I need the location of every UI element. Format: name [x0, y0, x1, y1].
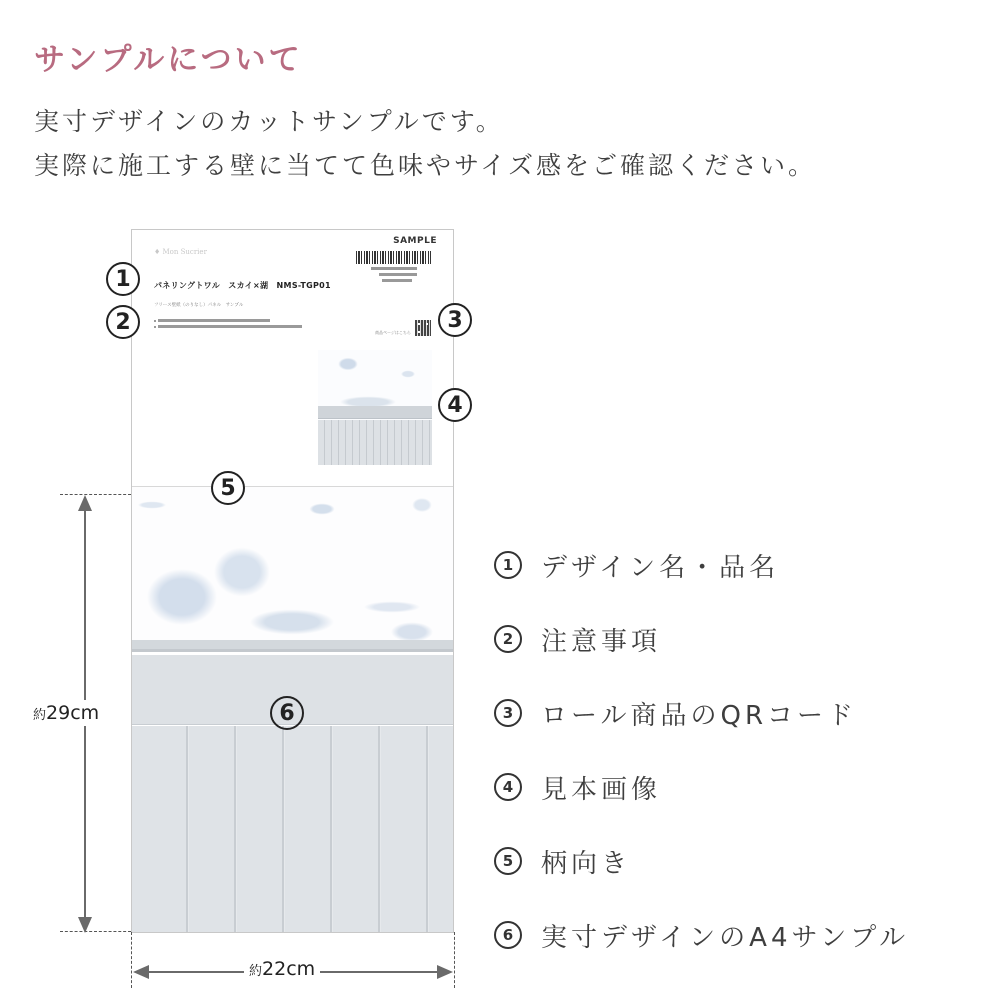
intro-line-1: 実寸デザインのカットサンプルです。 — [34, 107, 504, 136]
intro-text — [34, 100, 816, 188]
dimension-guide-bottom — [60, 931, 131, 932]
wainscot-panels — [132, 726, 453, 933]
chair-rail — [132, 640, 453, 652]
legend-item — [494, 528, 909, 602]
height-prefix: 約 — [33, 708, 47, 723]
toile-pattern — [132, 487, 453, 642]
intro-line-2: 実際に施工する壁に当てて色味やサイズ感をご確認ください。 — [34, 151, 817, 180]
sample-label-area — [132, 230, 453, 486]
callout-1: 1 — [106, 262, 140, 296]
height-value: 29cm — [46, 702, 100, 724]
sample-card — [131, 229, 454, 933]
callout-6: 6 — [270, 696, 304, 730]
dimension-guide-right — [454, 932, 455, 988]
width-value: 22cm — [262, 958, 316, 980]
legend-label: 実寸デザインのA4サンプル — [541, 922, 910, 953]
legend-item — [494, 824, 909, 898]
arrow-down-icon — [78, 917, 92, 933]
legend-label: 柄向き — [541, 848, 632, 879]
legend-item — [494, 750, 909, 824]
preview-image — [318, 350, 432, 465]
brand-logo: ♦ Mon Sucrier — [154, 248, 207, 256]
width-label — [244, 958, 320, 980]
legend-number: 5 — [494, 847, 522, 875]
legend — [494, 528, 909, 972]
callout-3: 3 — [438, 303, 472, 337]
note-line — [158, 319, 270, 322]
preview-panels — [318, 420, 432, 465]
legend-number: 3 — [494, 699, 522, 727]
legend-label: デザイン名・品名 — [541, 552, 780, 583]
barcode-number-line — [382, 279, 412, 282]
barcode-number-line — [371, 267, 417, 270]
note-bullet — [154, 320, 156, 322]
product-type: フリース壁紙（のりなし）パネル サンプル — [154, 303, 244, 308]
legend-label: 注意事項 — [541, 626, 662, 657]
note-bullet — [154, 326, 156, 328]
callout-2: 2 — [106, 305, 140, 339]
legend-label: 見本画像 — [541, 774, 662, 805]
page-title: サンプルについて — [34, 42, 303, 78]
sample-label: SAMPLE — [393, 236, 437, 246]
dimension-guide-top — [60, 494, 131, 495]
qr-caption: 商品ページはこちら — [375, 330, 411, 335]
width-prefix: 約 — [249, 964, 263, 979]
legend-number: 6 — [494, 921, 522, 949]
legend-item — [494, 676, 909, 750]
preview-toile-pattern — [318, 350, 432, 408]
height-label — [33, 700, 99, 726]
callout-4: 4 — [438, 388, 472, 422]
preview-rail — [318, 406, 432, 419]
product-name: パネリングトワル スカイ×湖 NMS-TGP01 — [154, 281, 331, 290]
qr-code-icon — [415, 320, 431, 336]
arrow-right-icon — [437, 965, 453, 979]
note-line — [158, 325, 302, 328]
dimension-guide-left — [131, 932, 132, 988]
legend-label: ロール商品のQRコード — [541, 700, 858, 731]
legend-item — [494, 898, 909, 972]
legend-number: 4 — [494, 773, 522, 801]
legend-item — [494, 602, 909, 676]
legend-number: 2 — [494, 625, 522, 653]
legend-number: 1 — [494, 551, 522, 579]
callout-5: 5 — [211, 471, 245, 505]
barcode-icon — [356, 251, 431, 264]
barcode-number-line — [379, 273, 417, 276]
